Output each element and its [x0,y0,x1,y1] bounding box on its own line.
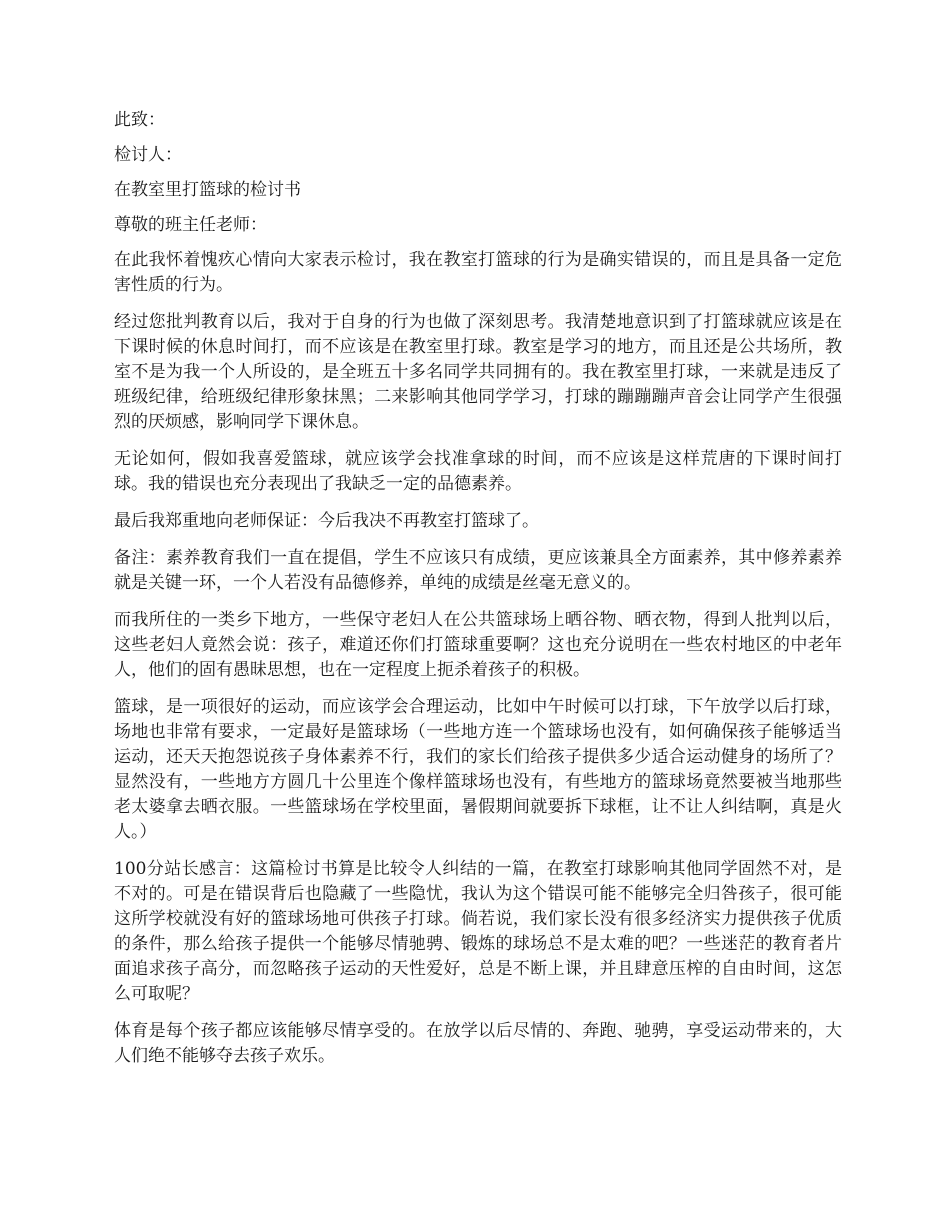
signature-line: 检讨人： [114,145,182,165]
paragraph-9: 体育是每个孩子都应该能够尽情享受的。在放学以后尽情的、奔跑、驰骋，享受运动带来的，大人们绝不能够夺去孩子欢乐。 [114,1021,842,1066]
paragraph-4: 最后我郑重地向老师保证：今后我决不再教室打篮球了。 [114,511,539,531]
paragraph-7: 篮球，是一项很好的运动，而应该学会合理运动，比如中午时候可以打球，下午放学以后打球，场地也非常有要求，一定最好是篮球场（一些地方连一个篮球场也没有，如何确保孩子能够适当运动，还天天抱怨说孩子身体素养不行，我们的家长们给孩子提供多少适合运动健身的场所了？显然没有，一些地方方圆几十公里连个像样篮球场也没有，有些地方的篮球场竟然要被当地那些老太婆拿去晒衣服。一些篮球场在学校里面，暑假期间就要拆下球框，让不让人纠结啊，真是火人。） [114,697,842,842]
closing-salutation: 此致： [114,110,165,130]
paragraph-5: 备注：素养教育我们一直在提倡，学生不应该只有成绩，更应该兼具全方面素养，其中修养素养就是关键一环，一个人若没有品德修养，单纯的成绩是丝毫无意义的。 [114,548,842,593]
document-body [114,108,842,1081]
greeting: 尊敬的班主任老师： [114,215,267,235]
paragraph-1: 在此我怀着愧疚心情向大家表示检讨，我在教室打篮球的行为是确实错误的，而且是具备一定危害性质的行为。 [114,250,842,295]
document-title: 在教室里打篮球的检讨书 [114,180,301,200]
paragraph-8: 100分站长感言：这篇检讨书算是比较令人纠结的一篇，在教室打球影响其他同学固然不对，是不对的。可是在错误背后也隐藏了一些隐忧，我认为这个错误可能不能够完全归咎孩子，很可能这所学校就没有好的篮球场地可供孩子打球。倘若说，我们家长没有很多经济实力提供孩子优质的条件，那么给孩子提供一个能够尽情驰骋、锻炼的球场总不是太难的吧？一些迷茫的教育者片面追求孩子高分，而忽略孩子运动的天性爱好，总是不断上课，并且肆意压榨的自由时间，这怎么可取呢？ [114,859,842,1004]
paragraph-2: 经过您批判教育以后，我对于自身的行为也做了深刻思考。我清楚地意识到了打篮球就应该是在下课时候的休息时间打，而不应该是在教室里打球。教室是学习的地方，而且还是公共场所，教室不是为我一个人所设的，是全班五十多名同学共同拥有的。我在教室里打球，一来就是违反了班级纪律，给班级纪律形象抹黑；二来影响其他同学学习，打球的蹦蹦蹦声音会让同学产生很强烈的厌烦感，影响同学下课休息。 [114,312,842,432]
paragraph-3: 无论如何，假如我喜爱篮球，就应该学会找准拿球的时间，而不应该是这样荒唐的下课时间打球。我的错误也充分表现出了我缺乏一定的品德素养。 [114,449,842,494]
paragraph-6: 而我所住的一类乡下地方，一些保守老妇人在公共篮球场上晒谷物、晒衣物，得到人批判以后，这些老妇人竟然会说：孩子，难道还你们打篮球重要啊？这也充分说明在一些农村地区的中老年人，他们的固有愚昧思想，也在一定程度上扼杀着孩子的积极。 [114,610,842,680]
